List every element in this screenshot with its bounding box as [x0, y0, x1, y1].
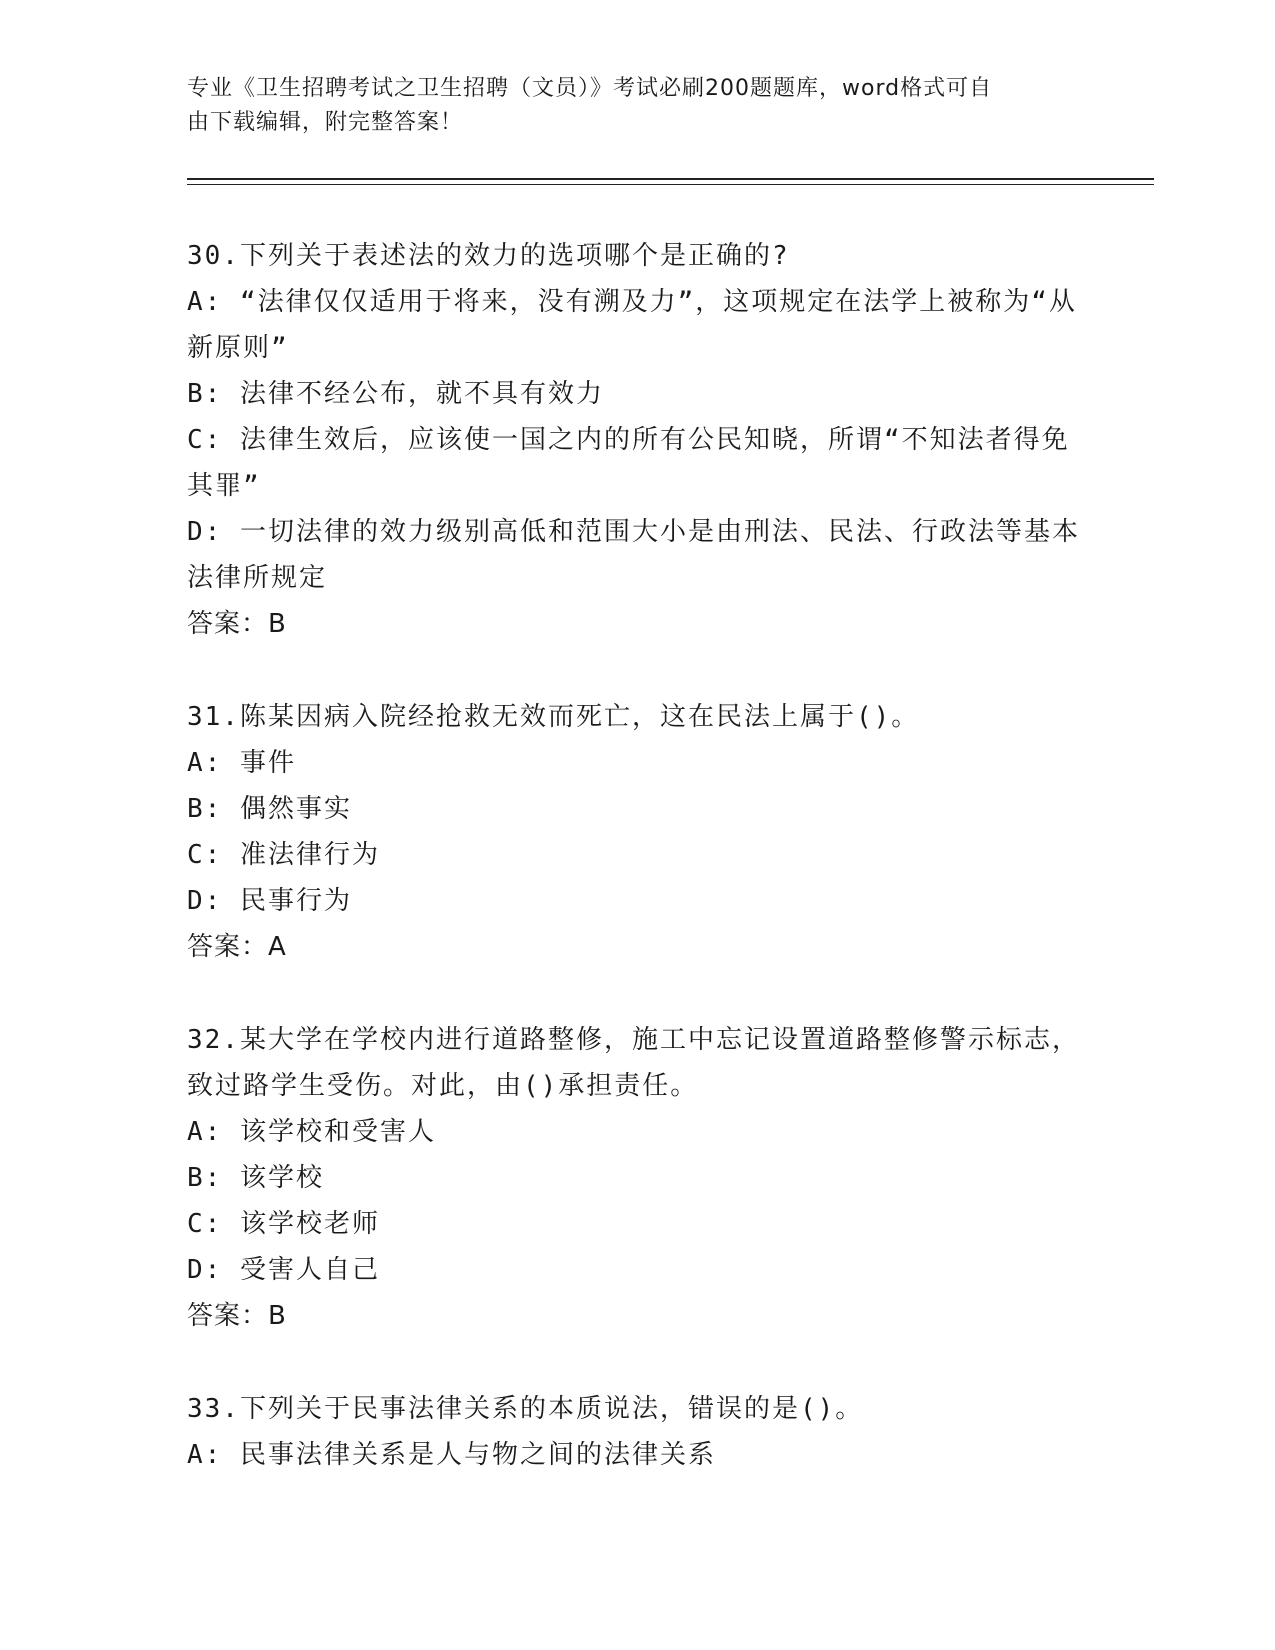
question-30	[187, 233, 1087, 647]
option-c: C: 准法律行为	[187, 840, 380, 870]
option-b: B: 偶然事实	[187, 794, 352, 824]
question-stem: 32.某大学在学校内进行道路整修，施工中忘记设置道路整修警示标志，致过路学生受伤。对此，由()承担责任。	[187, 1025, 1080, 1101]
question-stem: 31.陈某因病入院经抢救无效而死亡，这在民法上属于()。	[187, 702, 920, 732]
question-stem: 30.下列关于表述法的效力的选项哪个是正确的?	[187, 241, 790, 271]
option-d: D: 民事行为	[187, 886, 352, 916]
option-a: A: 该学校和受害人	[187, 1117, 436, 1147]
option-d: D: 受害人自己	[187, 1255, 380, 1285]
question-33	[187, 1386, 1087, 1478]
option-b: B: 该学校	[187, 1163, 324, 1193]
answer: 答案：B	[187, 1301, 287, 1331]
option-a: A: “法律仅仅适用于将来，没有溯及力”，这项规定在法学上被称为“从新原则”	[187, 287, 1077, 363]
question-list	[187, 233, 1087, 1525]
option-c: C: 法律生效后，应该使一国之内的所有公民知晓，所谓“不知法者得免其罪”	[187, 425, 1070, 501]
option-d: D: 一切法律的效力级别高低和范围大小是由刑法、民法、行政法等基本法律所规定	[187, 517, 1080, 593]
header-divider-thin	[187, 184, 1154, 185]
header-line-2: 由下载编辑，附完整答案！	[187, 110, 464, 135]
option-c: C: 该学校老师	[187, 1209, 380, 1239]
question-31	[187, 694, 1087, 970]
question-32	[187, 1017, 1087, 1339]
option-b: B: 法律不经公布，就不具有效力	[187, 379, 604, 409]
header-line-1: 专业《卫生招聘考试之卫生招聘（文员）》考试必刷200题题库，word格式可自	[187, 76, 993, 101]
option-a: A: 事件	[187, 748, 296, 778]
answer: 答案：B	[187, 609, 287, 639]
option-a: A: 民事法律关系是人与物之间的法律关系	[187, 1440, 716, 1470]
question-stem: 33.下列关于民事法律关系的本质说法，错误的是()。	[187, 1394, 864, 1424]
answer: 答案：A	[187, 932, 287, 962]
document-header	[187, 72, 1067, 140]
header-divider-thick	[187, 178, 1154, 180]
